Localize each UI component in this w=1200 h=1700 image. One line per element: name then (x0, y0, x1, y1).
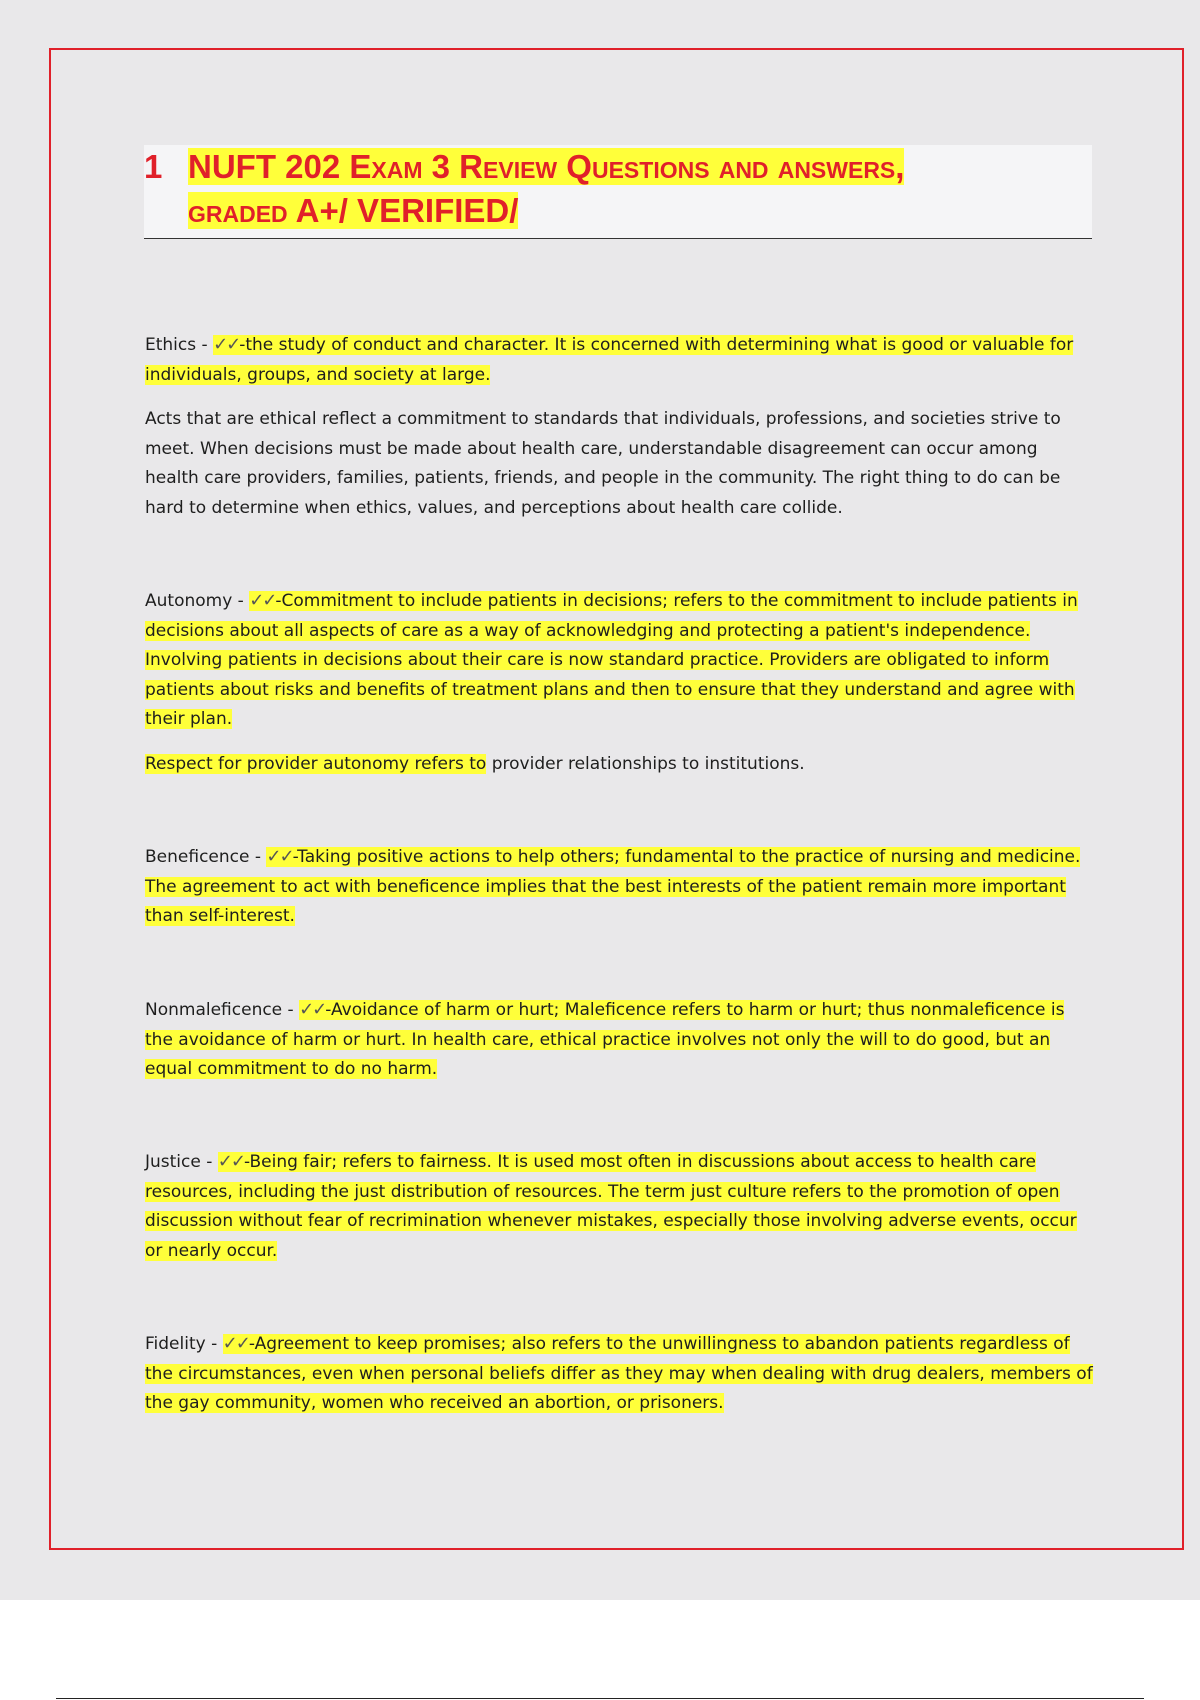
check-icon: ✓✓ (222, 1333, 249, 1354)
title-block (144, 145, 1092, 239)
check-icon: ✓✓ (266, 846, 293, 867)
entry-nonmaleficence (145, 995, 1095, 1085)
entry-beneficence (145, 842, 1095, 932)
definition-ethics: -the study of conduct and character. It is concerned with determining what is good or valuable for individuals, groups, and society at large. (145, 335, 1074, 385)
term-beneficence: Beneficence - (145, 847, 267, 867)
definition-nonmaleficence: -Avoidance of harm or hurt; Maleficence refers to harm or hurt; thus nonmaleficence is the avoidance of harm or hurt. In health care, ethical practice involves not only the will to do good, but an equal commitment to do no harm. (145, 1000, 1065, 1079)
autonomy-note-rest: provider relationships to institutions. (486, 753, 805, 774)
definition-beneficence: -Taking positive actions to help others; fundamental to the practice of nursing and medicine. The agreement to act with beneficence implies that the best interests of the patient remain more important than self-interest. (145, 847, 1081, 926)
entry-autonomy (145, 586, 1095, 779)
autonomy-note-highlight: Respect for provider autonomy refers to (145, 753, 487, 774)
entry-fidelity-text (145, 1329, 1095, 1419)
term-autonomy: Autonomy - (145, 591, 250, 611)
entry-justice-text (145, 1147, 1095, 1266)
autonomy-note (145, 750, 1095, 780)
check-icon: ✓✓ (249, 590, 276, 611)
heading-number: 1 (144, 148, 163, 185)
definition-autonomy: -Commitment to include patients in decisions; refers to the commitment to include patients in decisions about all aspects of care as a way of acknowledging and protecting a patient's independence. Involving patients in decisions about their care is now standard practice. Providers are obligated to inform patients about risks and benefits of treatment plans and then to ensure that they understand and agree with their plan. (145, 591, 1078, 729)
entry-nonmaleficence-text (145, 995, 1095, 1085)
entry-fidelity (145, 1329, 1095, 1419)
ethics-paragraph: Acts that are ethical reflect a commitment to standards that individuals, professions, and societies strive to meet. When decisions must be made about health care, understandable disagreement can occur among health care providers, families, patients, friends, and people in the community. The right thing to do can be hard to determine when ethics, values, and perceptions about health care collide. (145, 409, 1061, 518)
heading-line-2: graded A+/ VERIFIED/ (188, 192, 519, 229)
entry-ethics (145, 330, 1095, 523)
term-justice: Justice - (145, 1152, 218, 1172)
page-border (49, 48, 1184, 1550)
definition-justice: -Being fair; refers to fairness. It is used most often in discussions about access to health care resources, including the just distribution of resources. The term just culture refers to the promotion of open discussion without fear of recrimination whenever mistakes, especially those involving adverse events, occur or nearly occur. (145, 1152, 1077, 1261)
check-icon: ✓✓ (299, 999, 326, 1020)
term-fidelity: Fidelity - (145, 1334, 223, 1354)
check-icon: ✓✓ (217, 1151, 244, 1172)
next-page-rule (56, 1698, 1144, 1699)
entry-beneficence-text (145, 842, 1095, 932)
definition-fidelity: -Agreement to keep promises; also refers to the unwillingness to abandon patients regardless of the circumstances, even when personal beliefs differ as they may when dealing with drug dealers, members of the gay community, women who received an abortion, or prisoners. (145, 1334, 1093, 1413)
term-ethics: Ethics - (145, 335, 214, 355)
heading-line-1: NUFT 202 Exam 3 Review Questions and answers, (188, 148, 905, 185)
term-nonmaleficence: Nonmaleficence - (145, 1000, 300, 1020)
check-icon: ✓✓ (213, 334, 240, 355)
entry-justice (145, 1147, 1095, 1266)
entry-autonomy-text (145, 586, 1095, 735)
entry-ethics-text (145, 330, 1095, 390)
